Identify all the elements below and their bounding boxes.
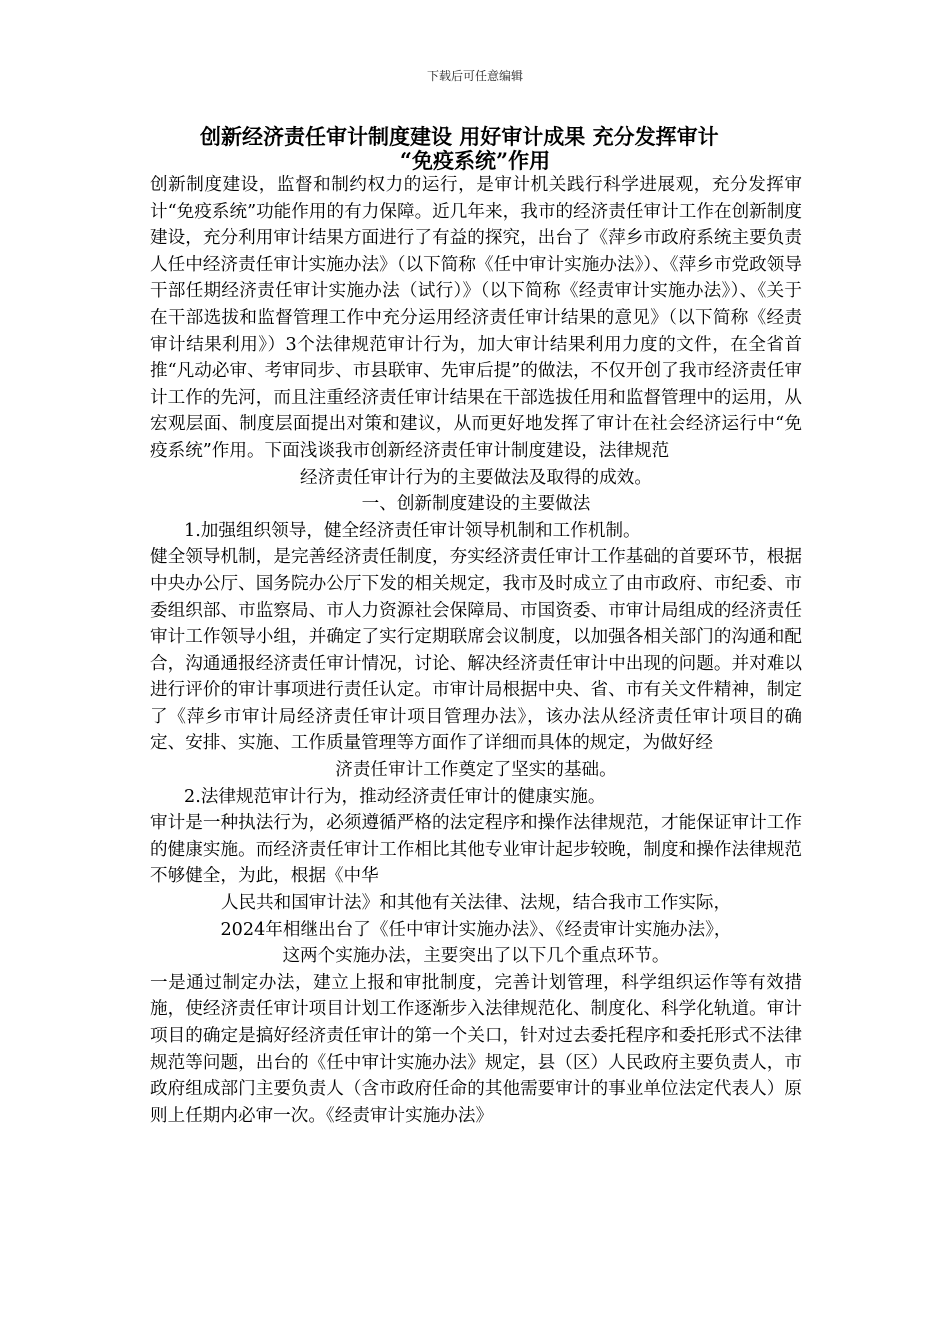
section-heading: 一、创新制度建设的主要做法 — [361, 494, 591, 515]
header-note: 下载后可任意编辑 — [426, 69, 523, 83]
subheading-1: 1.加强组织领导，健全经济责任审计领导机制和工作机制。 — [184, 520, 641, 541]
paragraph-2: 审计是一种执法行为，必须遵循严格的法定程序和操作法律规范，才能保证审计工作的健康实施。而经济责任审计工作相比其他专业审计起步较晚，制度和操作法律规范不够健全，为此，根据《中华 — [150, 813, 802, 887]
paragraph-2-end: 这两个实施办法，主要突出了以下几个重点环节。 — [282, 946, 670, 967]
paragraph-3: 一是通过制定办法，建立上报和审批制度，完善计划管理，科学组织运作等有效措施，使经济责任审计项目计划工作逐渐步入法律规范化、制度化、科学化轨道。审计项目的确定是搞好经济责任审计的第一个关口，针对过去委托程序和委托形式不法律规范等问题，出台的《任中审计实施办法》规定，县（区）人民政府主要负责人，市政府组成部门主要负责人（含市政府任命的其他需要审计的事业单位法定代表人）原则上任期内必审一次。《经责审计实施办法》 — [150, 972, 802, 1126]
paragraph-1: 健全领导机制，是完善经济责任制度，夯实经济责任审计工作基础的首要环节，根据中央办公厅、国务院办公厅下发的相关规定，我市及时成立了由市政府、市纪委、市委组织部、市监察局、市人力资源社会保障局、市国资委、市审计局组成的经济责任审计工作领导小组，并确定了实行定期联席会议制度，以加强各相关部门的沟通和配合，沟通通报经济责任审计情况，讨论、解决经济责任审计中出现的问题。并对难以进行评价的审计事项进行责任认定。市审计局根据中央、省、市有关文件精神，制定了《萍乡市审计局经济责任审计项目管理办法》，该办法从经济责任审计项目的确定、安排、实施、工作质量管理等方面作了详细而具体的规定，为做好经 — [150, 547, 802, 754]
document-body — [150, 172, 802, 1129]
paragraph-2-line: 人民共和国审计法》和其他有关法律、法规，结合我市工作实际， — [220, 893, 732, 914]
subheading-2: 2.法律规范审计行为，推动经济责任审计的健康实施。 — [184, 786, 606, 807]
paragraph-1-end: 济责任审计工作奠定了坚实的基础。 — [335, 760, 617, 781]
document-title-line1: 创新经济责任审计制度建设 用好审计成果 充分发挥审计 — [200, 124, 719, 149]
paragraph-intro: 创新制度建设，监督和制约权力的运行，是审计机关践行科学进展观，充分发挥审计“免疫系统”功能作用的有力保障。近几年来，我市的经济责任审计工作在创新制度建设，充分利用审计结果方面进行了有益的探究，出台了《萍乡市政府系统主要负责人任中经济责任审计实施办法》（以下简称《任中审计实施办法》）、《萍乡市党政领导干部任期经济责任审计实施办法（试行）》（以下简称《经责审计实施办法》）、《关于在干部选拔和监督管理工作中充分运用经济责任审计结果的意见》（以下简称《经责审计结果利用》）3个法律规范审计行为，加大审计结果利用力度的文件，在全省首推“凡动必审、考审同步、市县联审、先审后提”的做法，不仅开创了我市经济责任审计工作的先河，而且注重经济责任审计结果在干部选拔任用和监督管理中的运用，从宏观层面、制度层面提出对策和建议，从而更好地发挥了审计在社会经济运行中“免疫系统”作用。下面浅谈我市创新经济责任审计制度建设，法律规范 — [150, 175, 802, 461]
paragraph-2-line-b: 2024年相继出台了《任中审计实施办法》、《经责审计实施办法》， — [220, 919, 732, 940]
document-title-line2: “免疫系统”作用 — [399, 148, 551, 173]
paragraph-intro-end: 经济责任审计行为的主要做法及取得的成效。 — [300, 467, 652, 488]
